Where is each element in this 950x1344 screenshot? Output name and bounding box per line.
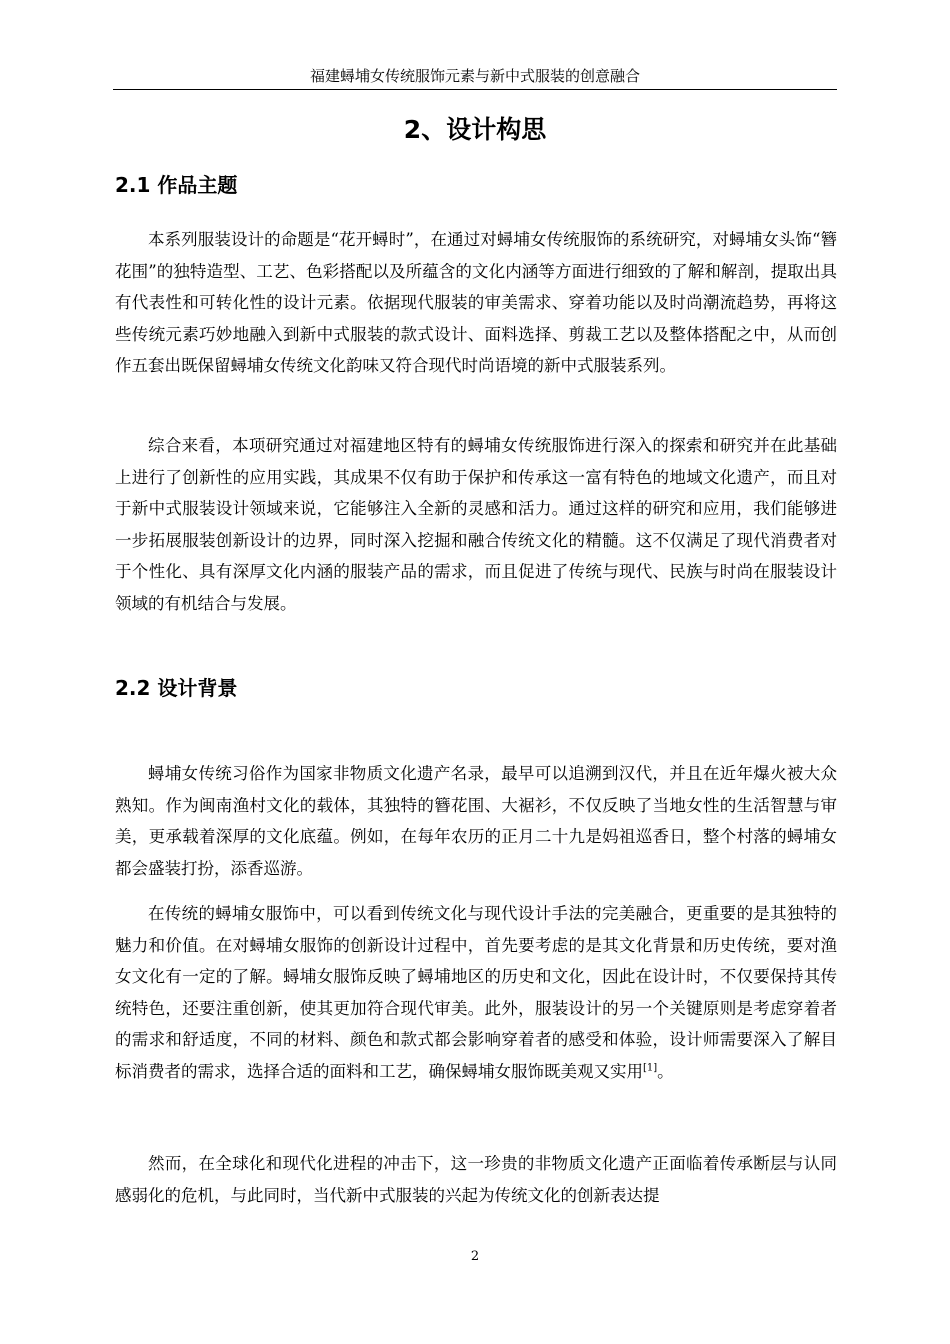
chapter-title: 2、设计构思 <box>403 115 547 144</box>
citation-1[interactable]: [1] <box>643 1062 658 1073</box>
paragraph-background-2 <box>115 898 837 1087</box>
page-number: 2 <box>470 1249 480 1264</box>
section-title-2-2: 2.2 设计背景 <box>115 676 238 700</box>
header-divider <box>113 89 837 90</box>
paragraph-background-3: 然而，在全球化和现代化进程的冲击下，这一珍贵的非物质文化遗产正面临着传承断层与认同感弱化的危机，与此同时，当代新中式服装的兴起为传统文化的创新表达提 <box>115 1154 837 1205</box>
paragraph-theme-1: 本系列服装设计的命题是“花开蟳时”，在通过对蟳埔女传统服饰的系统研究，对蟳埔女头饰“簪花围”的独特造型、工艺、色彩搭配以及所蕴含的文化内涵等方面进行细致的了解和解剖，提取出具有代表性和可转化性的设计元素。依据现代服装的审美需求、穿着功能以及时尚潮流趋势，再将这些传统元素巧妙地融入到新中式服装的款式设计、面料选择、剪裁工艺以及整体搭配之中，从而创作五套出既保留蟳埔女传统文化韵味又符合现代时尚语境的新中式服装系列。 <box>115 230 837 375</box>
paragraph-background-2-end: 。 <box>657 1061 674 1081</box>
paragraph-background-1: 蟳埔女传统习俗作为国家非物质文化遗产名录，最早可以追溯到汉代，并且在近年爆火被大众熟知。作为闽南渔村文化的载体，其独特的簪花围、大裾衫，不仅反映了当地女性的生活智慧与审美，更承载着深厚的文化底蕴。例如，在每年农历的正月二十九是妈祖巡香日，整个村落的蟳埔女都会盛装打扮，添香巡游。 <box>115 764 837 878</box>
paragraph-theme-2: 综合来看，本项研究通过对福建地区特有的蟳埔女传统服饰进行深入的探索和研究并在此基础上进行了创新性的应用实践，其成果不仅有助于保护和传承这一富有特色的地域文化遗产，而且对于新中式服装设计领域来说，它能够注入全新的灵感和活力。通过这样的研究和应用，我们能够进一步拓展服装创新设计的边界，同时深入挖掘和融合传统文化的精髓。这不仅满足了现代消费者对于个性化、具有深厚文化内涵的服装产品的需求，而且促进了传统与现代、民族与时尚在服装设计领域的有机结合与发展。 <box>115 436 837 613</box>
section-title-2-1: 2.1 作品主题 <box>115 173 238 197</box>
running-header: 福建蟳埔女传统服饰元素与新中式服装的创意融合 <box>309 67 640 85</box>
paragraph-background-2-text: 在传统的蟳埔女服饰中，可以看到传统文化与现代设计手法的完美融合，更重要的是其独特的魅力和价值。在对蟳埔女服饰的创新设计过程中，首先要考虑的是其文化背景和历史传统，要对渔女文化有一定的了解。蟳埔女服饰反映了蟳埔地区的历史和文化，因此在设计时，不仅要保持其传统特色，还要注重创新，使其更加符合现代审美。此外，服装设计的另一个关键原则是考虑穿着者的需求和舒适度，不同的材料、颜色和款式都会影响穿着者的感受和体验，设计师需要深入了解目标消费者的需求，选择合适的面料和工艺，确保蟳埔女服饰既美观又实用 <box>115 904 837 1081</box>
